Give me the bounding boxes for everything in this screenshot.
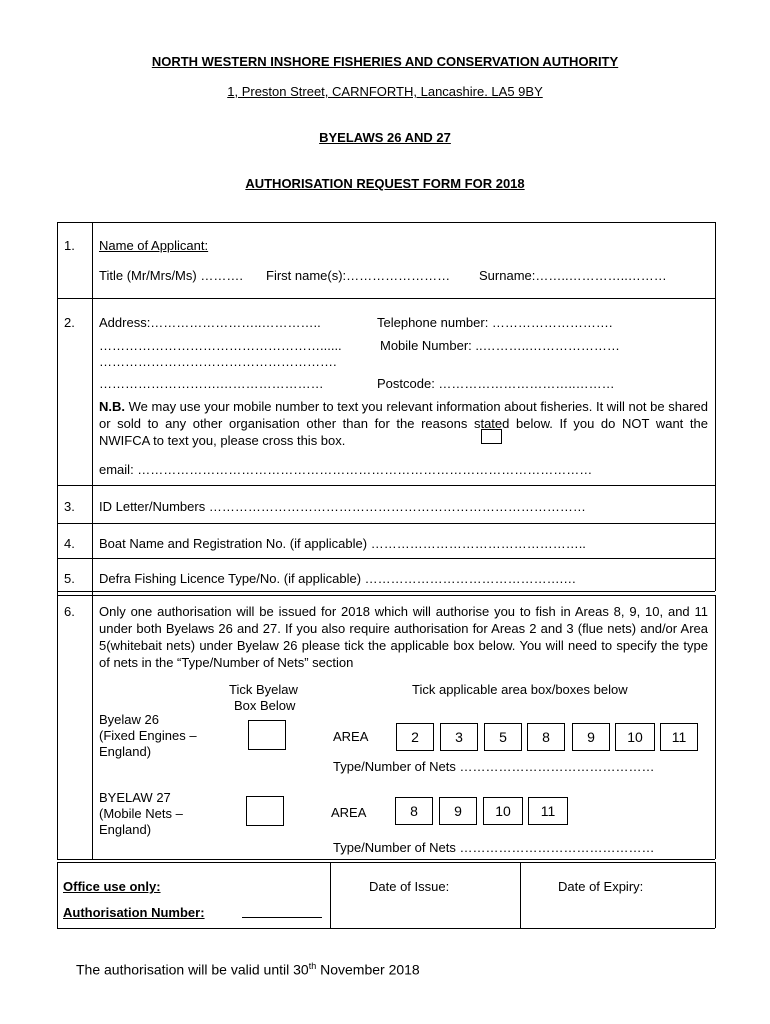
postcode-field[interactable]: Postcode: …………………………..……… [377,376,615,391]
section-number-6: 6. [64,604,75,619]
byelaw27-area-box-9[interactable]: 9 [439,797,477,825]
date-of-issue-label: Date of Issue: [369,879,450,894]
byelaw27-area-box-10[interactable]: 10 [483,797,523,825]
boat-name-field[interactable]: Boat Name and Registration No. (if applicable) ………………………………………….. [99,536,586,551]
byelaw27-label-2: (Mobile Nets – [99,806,183,821]
date-of-expiry-label: Date of Expiry: [558,879,644,894]
byelaw26-area-box-10[interactable]: 10 [615,723,655,751]
nb-text: We may use your mobile number to text you relevant information about fisheries. It will not be shared or sold to any other organisation other than for the reasons stated below. If you do NOT want the NWIFCA to text you, please cross this box. [99,399,708,448]
nb-notice [99,398,708,449]
byelaw27-area-label: AREA [331,805,367,820]
applicant-name-heading: Name of Applicant: [99,238,209,253]
id-numbers-field[interactable]: ID Letter/Numbers …………………………………………………………………………… [99,499,586,514]
byelaw26-area-box-3[interactable]: 3 [440,723,478,751]
byelaw27-label-3: England) [99,822,152,837]
title-field[interactable]: Title (Mr/Mrs/Ms) ………. [99,268,243,283]
section-number-1: 1. [64,238,75,253]
mobile-field[interactable]: Mobile Number: ..………..………………… [380,338,620,353]
form-title: AUTHORISATION REQUEST FORM FOR 2018 [245,176,525,191]
byelaw26-label-1: Byelaw 26 [99,712,159,727]
byelaws-heading: BYELAWS 26 AND 27 [319,130,451,145]
section-number-5: 5. [64,571,75,586]
validity-note: The authorisation will be valid until 30th November 2018 [76,961,420,978]
byelaw27-area-box-11[interactable]: 11 [528,797,568,825]
byelaw26-area-label: AREA [333,729,369,744]
byelaw27-area-box-8[interactable]: 8 [395,797,433,825]
section-number-3: 3. [64,499,75,514]
byelaw27-label-1: BYELAW 27 [99,790,171,805]
surname-field[interactable]: Surname:……..…………..……… [479,268,667,283]
byelaw26-area-box-9[interactable]: 9 [572,723,610,751]
nb-label: N.B. [99,399,125,414]
byelaw26-area-box-11[interactable]: 11 [660,723,698,751]
authorisation-number-label: Authorisation Number: [63,905,205,920]
first-name-field[interactable]: First name(s):…………………… [266,268,451,283]
section-number-4: 4. [64,536,75,551]
tick-byelaw-heading-1: Tick Byelaw [229,682,298,697]
address-line-3[interactable]: ………………………………………………. [99,354,337,369]
telephone-field[interactable]: Telephone number: ………………………. [377,315,613,330]
byelaw26-label-2: (Fixed Engines – [99,728,197,743]
address-field[interactable]: Address:……………………..………….. [99,315,321,330]
defra-licence-field[interactable]: Defra Fishing Licence Type/No. (if applicable) ……………………………………….… [99,571,577,586]
byelaw27-nets-field[interactable]: Type/Number of Nets ……………………………………… [333,840,655,855]
byelaw26-area-boxes [0,723,770,751]
authority-name: NORTH WESTERN INSHORE FISHERIES AND CONSERVATION AUTHORITY [151,54,619,69]
byelaw27-area-boxes [0,797,770,825]
email-field[interactable]: email: …………………………………………………………………………………………… [99,462,593,477]
section-number-2: 2. [64,315,75,330]
byelaw26-area-box-2[interactable]: 2 [396,723,434,751]
byelaw26-nets-field[interactable]: Type/Number of Nets ……………………………………… [333,759,655,774]
address-line-2[interactable]: ……………………………………………...... [99,338,342,353]
office-use-label: Office use only: [63,879,161,894]
tick-area-heading: Tick applicable area box/boxes below [412,682,628,697]
byelaw26-area-box-5[interactable]: 5 [484,723,522,751]
address-line-4[interactable]: ……………………….…………………… [99,376,324,391]
no-text-checkbox[interactable] [481,429,502,444]
section6-intro: Only one authorisation will be issued for 2018 which will authorise you to fish in Areas 8, 9, 10, and 11 under both Byelaws 26 and 27. If you also require authorisation for Areas 2 and 3 (flue nets) and/or Area 5(whitebait nets) under Byelaw 26 please tick the applicable box below. You will need to specify the type of nets in the “Type/Number of Nets” section [99,604,708,670]
byelaw26-label-3: England) [99,744,152,759]
tick-byelaw-heading-2: Box Below [234,698,296,713]
byelaw26-area-box-8[interactable]: 8 [527,723,565,751]
authority-address: 1, Preston Street, CARNFORTH, Lancashire. LA5 9BY [227,84,543,99]
authorisation-number-line[interactable] [242,917,322,918]
